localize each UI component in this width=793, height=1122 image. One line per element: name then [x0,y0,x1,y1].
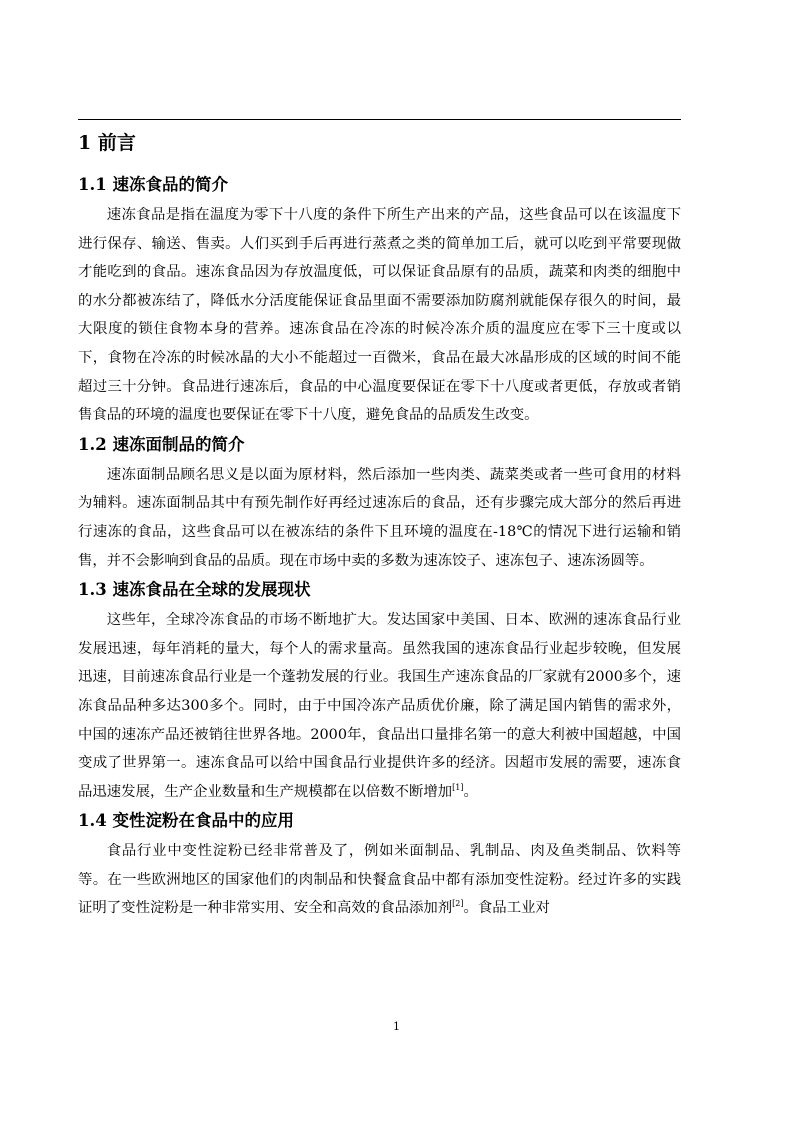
section-paragraph: 速冻面制品顾名思义是以面为原材料，然后添加一些肉类、蔬菜类或者一些可食用的材料为辅料。速冻面制品其中有预先制作好再经过速冻后的食品，还有步骤完成大部分的然后再进行速冻的食品，这些食品可以在被冻结的条件下且环境的温度在-18℃的情况下进行运输和销售，并不会影响到食品的品质。现在市场中卖的多数为速冻饺子、速冻包子、速冻汤圆等。 [78,466,681,569]
citation-marker: [1] [452,782,464,792]
paragraph-text-tail: 。 [463,783,478,800]
section-paragraph [78,606,681,806]
header-rule [78,119,681,120]
document-body [78,129,681,925]
section-heading: 1.4 变性淀粉在食品中的应用 [78,811,294,831]
section-1-1 [78,172,681,430]
citation-marker: [2] [452,899,464,909]
section-heading: 1.1 速冻食品的简介 [78,175,228,194]
section-heading: 1.2 速冻面制品的简介 [78,434,245,454]
paragraph-text: 这些年，全球冷冻食品的市场不断地扩大。发达国家中美国、日本、欧洲的速冻食品行业发展迅速，每年消耗的量大，每个人的需求量高。虽然我国的速冻食品行业起步较晚，但发展迅速，目前速冻食品行业是一个蓬勃发展的行业。我国生产速冻食品的厂家就有2000多个，速冻食品品种多达300多个。同时，由于中国冷冻产品质优价廉，除了满足国内销售的需求外，中国的速冻产品还被销往世界各地。2000年，食品出口量排名第一的意大利被中国超越，中国变成了世界第一。速冻食品可以给中国食品行业提供许多的经济。因超市发展的需要，速冻食品迅速发展，生产企业数量和生产规模都在以倍数不断增加 [78,612,681,800]
chapter-heading: 1 前言 [78,132,136,154]
paragraph-text-tail: 。食品工业对 [463,900,550,917]
section-1-3 [78,577,681,806]
section-1-4 [78,808,681,923]
section-paragraph: 速冻食品是指在温度为零下十八度的条件下所生产出来的产品，这些食品可以在该温度下进行保存、输送、售卖。人们买到手后再进行蒸煮之类的简单加工后，就可以吃到平常要现做才能吃到的食品。速冻食品因为存放温度低，可以保证食品原有的品质，蔬菜和肉类的细胞中的水分都被冻结了，降低水分活度能保证食品里面不需要添加防腐剂就能保存很久的时间，最大限度的锁住食物本身的营养。速冻食品在冷冻的时候冷冻介质的温度应在零下三十度或以下，食物在冷冻的时候冰晶的大小不能超过一百微米，食品在最大冰晶形成的区域的时间不能超过三十分钟。食品进行速冻后，食品的中心温度要保证在零下十八度或者更低，存放或者销售食品的环境的温度也要保证在零下十八度，避免食品的品质发生改变。 [78,207,681,424]
section-paragraph [78,837,681,923]
page-number: 1 [393,1020,400,1033]
paragraph-text: 食品行业中变性淀粉已经非常普及了，例如米面制品、乳制品、肉及鱼类制品、饮料等等。在一些欧洲地区的国家他们的肉制品和快餐盒食品中都有添加变性淀粉。经过许多的实践证明了变性淀粉是一种非常实用、安全和高效的食品添加剂 [78,843,681,917]
section-1-2 [78,432,681,575]
section-heading: 1.3 速冻食品在全球的发展现状 [78,580,311,600]
